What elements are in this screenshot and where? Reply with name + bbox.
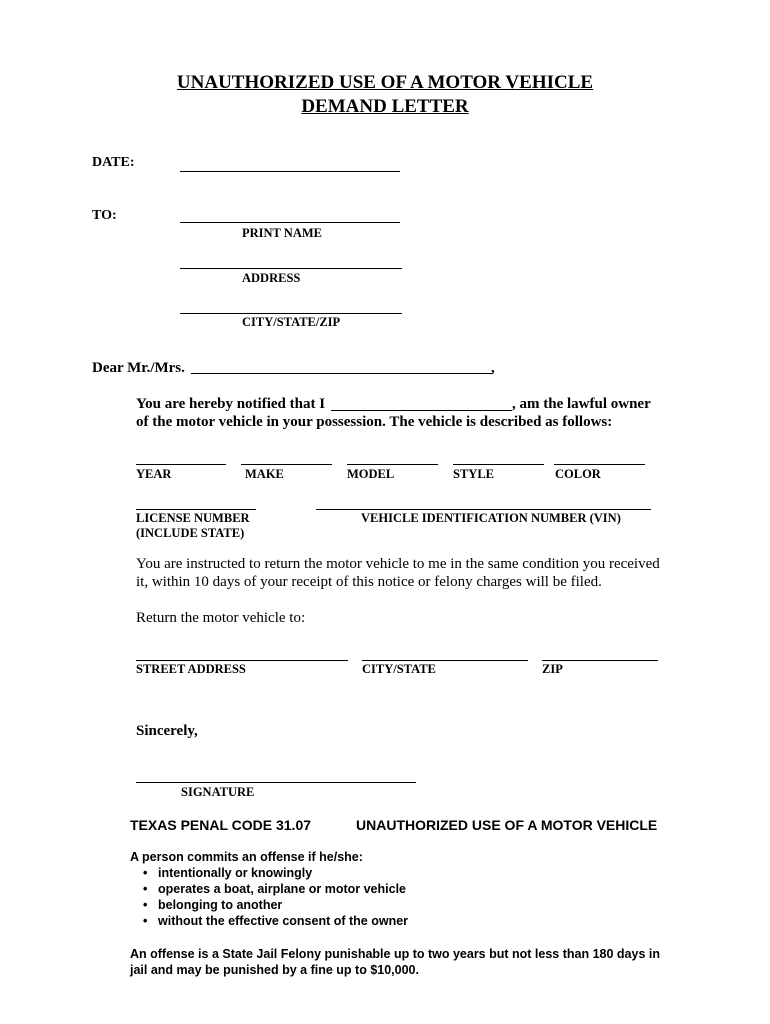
make-field-line[interactable] bbox=[241, 464, 332, 465]
notice-text-line-2: of the motor vehicle in your possession. The vehicle is described as follows: bbox=[136, 414, 613, 430]
list-item: • belonging to another bbox=[140, 897, 408, 913]
sincerely-label: Sincerely, bbox=[136, 723, 198, 739]
date-field-line[interactable] bbox=[180, 171, 400, 172]
print-name-label: PRINT NAME bbox=[242, 226, 322, 240]
instruction-line-2: it, within 10 days of your receipt of this notice or felony charges will be filed. bbox=[136, 574, 602, 590]
penal-code-number: TEXAS PENAL CODE 31.07 bbox=[130, 817, 312, 833]
city-state-field-line[interactable] bbox=[362, 660, 528, 661]
zip-label: ZIP bbox=[542, 662, 563, 676]
year-field-line[interactable] bbox=[136, 464, 226, 465]
street-address-label: STREET ADDRESS bbox=[136, 662, 246, 676]
style-label: STYLE bbox=[453, 467, 494, 481]
penalty-line-2: jail and may be punished by a fine up to $10,000. bbox=[130, 963, 419, 977]
address-field-line[interactable] bbox=[180, 268, 402, 269]
penalty-line-1: An offense is a State Jail Felony punishable up to two years but not less than 180 days in bbox=[130, 947, 660, 961]
color-label: COLOR bbox=[555, 467, 601, 481]
date-label: DATE: bbox=[92, 155, 135, 170]
title-line-1: UNAUTHORIZED USE OF A MOTOR VEHICLE bbox=[176, 72, 594, 93]
print-name-field-line[interactable] bbox=[180, 222, 400, 223]
signature-label: SIGNATURE bbox=[181, 785, 255, 799]
offense-intro: A person commits an offense if he/she: bbox=[130, 850, 363, 864]
list-item: • without the effective consent of the owner bbox=[140, 913, 408, 929]
city-state-zip-field-line[interactable] bbox=[180, 313, 402, 314]
address-label: ADDRESS bbox=[242, 271, 301, 285]
salutation-comma: , bbox=[491, 360, 495, 376]
vin-field-line[interactable] bbox=[316, 509, 651, 510]
style-field-line[interactable] bbox=[453, 464, 544, 465]
signature-field-line[interactable] bbox=[136, 782, 416, 783]
owner-name-field-line[interactable] bbox=[331, 410, 512, 411]
offense-elements-list bbox=[140, 865, 408, 929]
instruction-line-1: You are instructed to return the motor vehicle to me in the same condition you received bbox=[136, 556, 660, 572]
notice-text-part-1: You are hereby notified that I bbox=[136, 396, 326, 412]
city-state-zip-label: CITY/STATE/ZIP bbox=[242, 315, 341, 329]
dear-label: Dear Mr./Mrs. bbox=[92, 360, 185, 376]
notice-text-part-2: , am the lawful owner bbox=[512, 396, 651, 412]
city-state-label: CITY/STATE bbox=[362, 662, 436, 676]
license-number-field-line[interactable] bbox=[136, 509, 256, 510]
list-item: • operates a boat, airplane or motor vehicle bbox=[140, 881, 408, 897]
street-address-field-line[interactable] bbox=[136, 660, 348, 661]
license-number-label: LICENSE NUMBER bbox=[136, 511, 250, 525]
penal-code-title: UNAUTHORIZED USE OF A MOTOR VEHICLE bbox=[356, 817, 658, 833]
year-label: YEAR bbox=[136, 467, 172, 481]
return-to-label: Return the motor vehicle to: bbox=[136, 610, 306, 626]
vin-label: VEHICLE IDENTIFICATION NUMBER (VIN) bbox=[361, 511, 621, 525]
make-label: MAKE bbox=[245, 467, 284, 481]
include-state-label: (INCLUDE STATE) bbox=[136, 526, 245, 540]
recipient-name-field-line[interactable] bbox=[191, 373, 492, 374]
model-label: MODEL bbox=[347, 467, 395, 481]
model-field-line[interactable] bbox=[347, 464, 438, 465]
title-line-2: DEMAND LETTER bbox=[301, 96, 469, 117]
to-label: TO: bbox=[92, 208, 117, 223]
color-field-line[interactable] bbox=[554, 464, 645, 465]
zip-field-line[interactable] bbox=[542, 660, 658, 661]
list-item: • intentionally or knowingly bbox=[140, 865, 408, 881]
